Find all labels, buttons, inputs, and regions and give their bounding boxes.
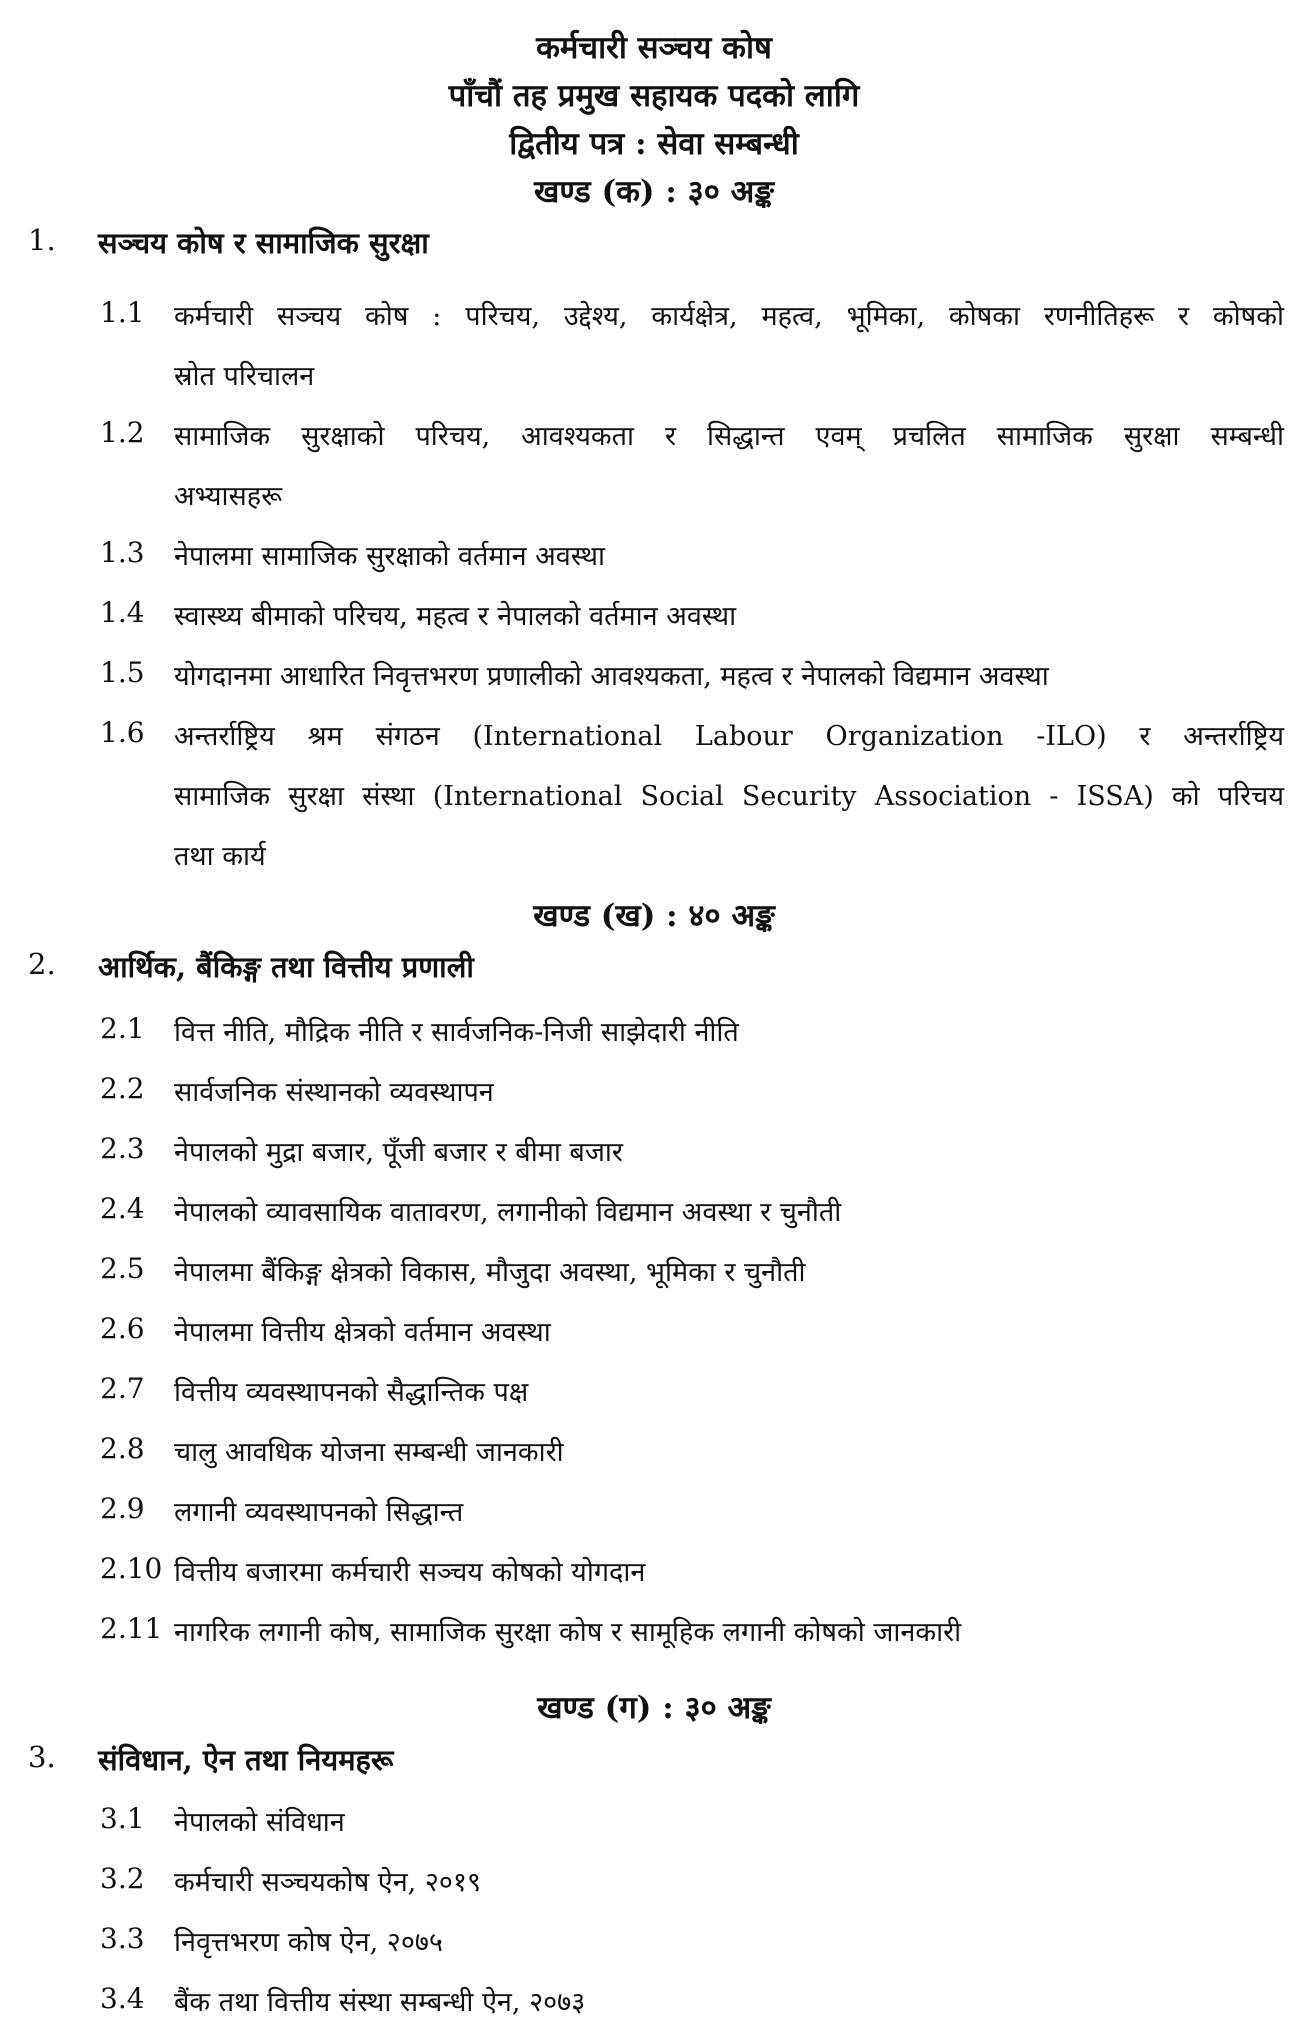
level-title: पाँचौं तह प्रमुख सहायक पदको लागि <box>448 78 860 114</box>
item-number: 2.11 <box>100 1612 163 1645</box>
item-text: स्वास्थ्य बीमाको परिचय, महत्व र नेपालको वर्तमान अवस्था <box>174 601 737 632</box>
item-number: 2.6 <box>100 1312 145 1345</box>
item-number: 2.3 <box>100 1132 145 1165</box>
item-text: नेपालको संविधान <box>174 1807 345 1838</box>
item-number: 1.4 <box>100 596 145 629</box>
item-number: 1.5 <box>100 656 145 689</box>
item-text: कर्मचारी सञ्चय कोष : परिचय, उद्देश्य, कार्यक्षेत्र, महत्व, भूमिका, कोषका रणनीतिहरू र कोषको <box>174 301 1284 332</box>
item-number: 1.2 <box>100 416 145 449</box>
item-text: सामाजिक सुरक्षा संस्था (International Social Security Association - ISSA) को परिचय <box>174 781 1284 812</box>
item-text: अभ्यासहरू <box>174 481 283 512</box>
item-number: 2.5 <box>100 1252 145 1285</box>
item-text: बैंक तथा वित्तीय संस्था सम्बन्धी ऐन, २०७३ <box>174 1987 586 2018</box>
item-number: 1.6 <box>100 716 145 749</box>
item-number: 1.3 <box>100 536 145 569</box>
item-text: नेपालमा सामाजिक सुरक्षाको वर्तमान अवस्था <box>174 541 605 572</box>
section-number: 2. <box>28 947 56 981</box>
section-number: 1. <box>28 223 56 257</box>
section-title: सञ्चय कोष र सामाजिक सुरक्षा <box>98 226 429 260</box>
item-text: अन्तर्राष्ट्रिय श्रम संगठन (International Labour Organization -ILO) र अन्तर्राष्ट्रिय <box>174 721 1284 752</box>
khanda-ga-heading: खण्ड (ग) : ३० अङ्क <box>537 1690 771 1726</box>
item-text: स्रोत परिचालन <box>174 361 315 392</box>
item-number: 2.1 <box>100 1012 145 1045</box>
item-text: नेपालको व्यावसायिक वातावरण, लगानीको विद्यमान अवस्था र चुनौती <box>174 1197 842 1228</box>
org-title: कर्मचारी सञ्चय कोष <box>536 30 772 66</box>
section-number: 3. <box>28 1740 56 1774</box>
item-number: 3.2 <box>100 1862 145 1895</box>
item-text: योगदानमा आधारित निवृत्तभरण प्रणालीको आवश्यकता, महत्व र नेपालको विद्यमान अवस्था <box>174 661 1049 692</box>
item-text: सामाजिक सुरक्षाको परिचय, आवश्यकता र सिद्धान्त एवम् प्रचलित सामाजिक सुरक्षा सम्बन्धी <box>174 421 1284 452</box>
item-text: वित्तीय व्यवस्थापनको सैद्धान्तिक पक्ष <box>174 1377 529 1408</box>
item-text: लगानी व्यवस्थापनको सिद्धान्त <box>174 1497 464 1528</box>
item-text: निवृत्तभरण कोष ऐन, २०७५ <box>174 1927 443 1958</box>
item-number: 2.2 <box>100 1072 145 1105</box>
item-number: 1.1 <box>100 296 145 329</box>
item-text: नेपालमा वित्तीय क्षेत्रको वर्तमान अवस्था <box>174 1317 551 1348</box>
section-title: आर्थिक, बैंकिङ्ग तथा वित्तीय प्रणाली <box>98 950 474 984</box>
item-text: चालु आवधिक योजना सम्बन्धी जानकारी <box>174 1437 564 1468</box>
section-title: संविधान, ऐन तथा नियमहरू <box>98 1743 394 1777</box>
item-number: 2.8 <box>100 1432 145 1465</box>
item-text: वित्त नीति, मौद्रिक नीति र सार्वजनिक-निजी साझेदारी नीति <box>174 1017 739 1048</box>
item-number: 2.10 <box>100 1552 163 1585</box>
khanda-kha-heading: खण्ड (ख) : ४० अङ्क <box>533 898 775 934</box>
item-text: तथा कार्य <box>174 841 266 872</box>
item-number: 3.3 <box>100 1922 145 1955</box>
item-text: नेपालको मुद्रा बजार, पूँजी बजार र बीमा बजार <box>174 1137 623 1168</box>
khanda-ka-heading: खण्ड (क) : ३० अङ्क <box>534 174 774 210</box>
item-number: 2.7 <box>100 1372 145 1405</box>
item-text: नागरिक लगानी कोष, सामाजिक सुरक्षा कोष र सामूहिक लगानी कोषको जानकारी <box>174 1617 962 1648</box>
paper-title: द्वितीय पत्र : सेवा सम्बन्धी <box>509 126 799 162</box>
item-number: 2.4 <box>100 1192 145 1225</box>
item-text: नेपालमा बैंकिङ्ग क्षेत्रको विकास, मौजुदा अवस्था, भूमिका र चुनौती <box>174 1257 806 1288</box>
item-text: वित्तीय बजारमा कर्मचारी सञ्चय कोषको योगदान <box>174 1557 646 1588</box>
item-text: सार्वजनिक संस्थानको व्यवस्थापन <box>174 1077 494 1108</box>
item-number: 3.4 <box>100 1982 145 2015</box>
item-number: 3.1 <box>100 1802 145 1835</box>
item-number: 2.9 <box>100 1492 145 1525</box>
item-text: कर्मचारी सञ्चयकोष ऐन, २०१९ <box>174 1867 482 1898</box>
